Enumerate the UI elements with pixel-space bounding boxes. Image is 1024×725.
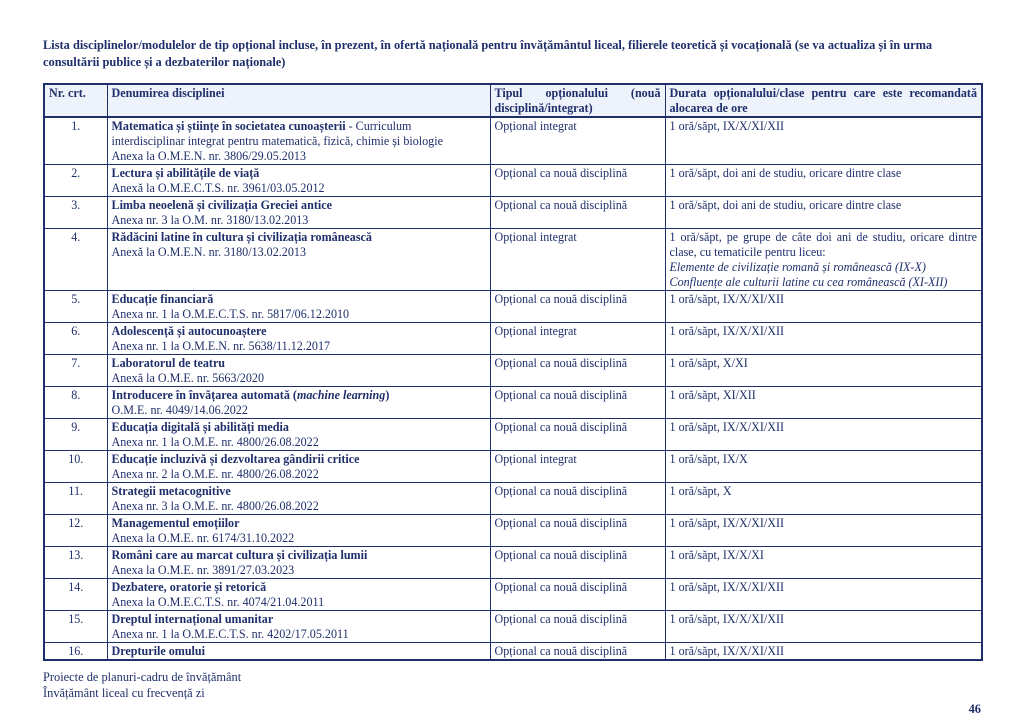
row-type: Opțional ca nouă disciplină: [490, 483, 665, 515]
table-row: [44, 291, 982, 323]
discipline-name: Drepturile omului: [111, 644, 206, 658]
table-row: [44, 355, 982, 387]
table-header-row: [44, 84, 982, 117]
table-row: [44, 483, 982, 515]
row-duration: 1 oră/săpt, doi ani de studiu, oricare dintre clase: [665, 165, 982, 197]
discipline-name: Dezbatere, oratorie și retorică: [111, 580, 267, 594]
row-duration: 1 oră/săpt, IX/X/XI/XII: [665, 579, 982, 611]
row-nr: 7.: [44, 355, 107, 387]
row-duration: 1 oră/săpt, X: [665, 483, 982, 515]
row-nr: 10.: [44, 451, 107, 483]
discipline-reference: Anexa la O.M.E. nr. 6174/31.10.2022: [111, 531, 295, 545]
row-nr: 2.: [44, 165, 107, 197]
row-discipline: [107, 197, 490, 229]
row-discipline: [107, 483, 490, 515]
row-discipline: [107, 355, 490, 387]
row-type: Opțional ca nouă disciplină: [490, 515, 665, 547]
discipline-name: Adolescență și autocunoaștere: [111, 324, 267, 338]
duration-topic-2: Confluențe ale culturii latine cu cea românească (XI-XII): [669, 275, 948, 289]
row-duration: 1 oră/săpt, IX/X/XI/XII: [665, 611, 982, 643]
table-row: [44, 387, 982, 419]
table-row: [44, 323, 982, 355]
row-nr: 1.: [44, 117, 107, 165]
row-type: Opțional ca nouă disciplină: [490, 643, 665, 661]
row-type: Opțional integrat: [490, 323, 665, 355]
row-type: Opțional integrat: [490, 117, 665, 165]
discipline-reference: O.M.E. nr. 4049/14.06.2022: [111, 403, 248, 417]
discipline-reference: Anexa la O.M.E. nr. 3891/27.03.2023: [111, 563, 295, 577]
row-nr: 16.: [44, 643, 107, 661]
row-discipline: [107, 117, 490, 165]
discipline-reference: Anexă la O.M.E. nr. 5663/2020: [111, 371, 264, 385]
row-type: Opțional integrat: [490, 451, 665, 483]
row-duration: 1 oră/săpt, IX/X/XI/XII: [665, 515, 982, 547]
table-row: [44, 579, 982, 611]
discipline-name: Managementul emoțiilor: [111, 516, 240, 530]
row-nr: 12.: [44, 515, 107, 547]
row-duration: 1 oră/săpt, IX/X/XI/XII: [665, 291, 982, 323]
row-type: Opțional ca nouă disciplină: [490, 197, 665, 229]
row-discipline: [107, 387, 490, 419]
row-discipline: [107, 291, 490, 323]
row-type: Opțional ca nouă disciplină: [490, 165, 665, 197]
discipline-name: Educația digitală și abilități media: [111, 420, 289, 434]
optional-disciplines-table: [43, 83, 983, 661]
discipline-name-italic: machine learning: [296, 388, 386, 402]
row-discipline: [107, 547, 490, 579]
duration-topic-1: Elemente de civilizație romană și românească (IX-X): [669, 260, 926, 274]
page-title: Lista disciplinelor/modulelor de tip opțional incluse, în prezent, în ofertă națională pentru învățământul liceal, filierele teoretică și vocațională (se va actualiza și în urma consultării publice și a dezbaterilor naționale): [43, 38, 933, 69]
row-duration: 1 oră/săpt, IX/X/XI/XII: [665, 323, 982, 355]
header-name: Denumirea disciplinei: [107, 84, 490, 117]
discipline-name: Dreptul internațional umanitar: [111, 612, 274, 626]
row-nr: 11.: [44, 483, 107, 515]
row-duration: 1 oră/săpt, IX/X/XI/XII: [665, 643, 982, 661]
row-duration: 1 oră/săpt, X/XI: [665, 355, 982, 387]
table-row: [44, 611, 982, 643]
table-row: [44, 117, 982, 165]
row-discipline: [107, 229, 490, 291]
table-row: [44, 643, 982, 661]
discipline-reference: Anexa nr. 2 la O.M.E. nr. 4800/26.08.2022: [111, 467, 319, 481]
table-row: [44, 451, 982, 483]
row-nr: 15.: [44, 611, 107, 643]
row-type: Opțional ca nouă disciplină: [490, 547, 665, 579]
discipline-reference: Anexa nr. 1 la O.M.E.C.T.S. nr. 5817/06.12.2010: [111, 307, 350, 321]
row-duration: 1 oră/săpt, IX/X/XI/XII: [665, 419, 982, 451]
row-nr: 4.: [44, 229, 107, 291]
duration-text: 1 oră/săpt, pe grupe de câte doi ani de studiu, oricare dintre clase, cu tematicile pentru liceu:: [669, 230, 977, 259]
discipline-name-start: Introducere în învățarea automată (: [111, 388, 297, 402]
footer-line-1: Proiecte de planuri-cadru de învățământ: [43, 670, 242, 684]
discipline-name: [112, 388, 486, 403]
footer-line-2: Învățământ liceal cu frecvență zi: [43, 686, 205, 700]
row-type: Opțional ca nouă disciplină: [490, 387, 665, 419]
discipline-name-rest: - Curriculum interdisciplinar integrat pentru matematică, fizică, chimie și biologie: [111, 119, 443, 148]
discipline-name: Români care au marcat cultura și civilizația lumii: [111, 548, 368, 562]
row-discipline: [107, 451, 490, 483]
row-discipline: [107, 579, 490, 611]
row-discipline: [107, 323, 490, 355]
discipline-name: Rădăcini latine în cultura și civilizația românească: [111, 230, 372, 244]
table-row: [44, 515, 982, 547]
row-duration: 1 oră/săpt, IX/X/XI/XII: [665, 117, 982, 165]
discipline-reference: Anexa nr. 3 la O.M. nr. 3180/13.02.2013: [111, 213, 309, 227]
table-row: [44, 547, 982, 579]
row-nr: 6.: [44, 323, 107, 355]
discipline-name: Educație incluzivă și dezvoltarea gândirii critice: [111, 452, 360, 466]
header-type: Tipul opționalului (nouă disciplină/integrat): [490, 84, 665, 117]
discipline-reference: Anexa la O.M.E.N. nr. 3806/29.05.2013: [111, 149, 306, 163]
row-discipline: [107, 165, 490, 197]
row-type: Opțional ca nouă disciplină: [490, 355, 665, 387]
discipline-name: Educație financiară: [111, 292, 214, 306]
discipline-reference: Anexa nr. 1 la O.M.E. nr. 4800/26.08.2022: [111, 435, 319, 449]
row-nr: 5.: [44, 291, 107, 323]
row-nr: 8.: [44, 387, 107, 419]
row-nr: 14.: [44, 579, 107, 611]
row-nr: 13.: [44, 547, 107, 579]
discipline-name: Strategii metacognitive: [111, 484, 231, 498]
discipline-reference: Anexă la O.M.E.N. nr. 3180/13.02.2013: [111, 245, 306, 259]
row-discipline: [107, 419, 490, 451]
page-number: 46: [968, 702, 981, 716]
row-discipline: [107, 611, 490, 643]
row-duration: [665, 229, 982, 291]
row-nr: 3.: [44, 197, 107, 229]
row-duration: 1 oră/săpt, IX/X/XI: [665, 547, 982, 579]
row-type: Opțional ca nouă disciplină: [490, 291, 665, 323]
row-duration: 1 oră/săpt, doi ani de studiu, oricare dintre clase: [665, 197, 982, 229]
row-discipline: [107, 515, 490, 547]
discipline-reference: Anexa nr. 1 la O.M.E.C.T.S. nr. 4202/17.05.2011: [111, 627, 349, 641]
table-row: [44, 165, 982, 197]
row-discipline: [107, 643, 490, 661]
header-nr: Nr. crt.: [44, 84, 107, 117]
table-row: [44, 197, 982, 229]
row-nr: 9.: [44, 419, 107, 451]
discipline-name: Limba neoelenă și civilizația Greciei antice: [111, 198, 332, 212]
row-type: Opțional ca nouă disciplină: [490, 579, 665, 611]
discipline-reference: Anexa la O.M.E.C.T.S. nr. 4074/21.04.2011: [111, 595, 325, 609]
table-row: [44, 419, 982, 451]
discipline-name: Laboratorul de teatru: [111, 356, 226, 370]
header-duration: Durata opționalului/clase pentru care este recomandată alocarea de ore: [665, 84, 982, 117]
row-duration: 1 oră/săpt, XI/XII: [665, 387, 982, 419]
discipline-reference: Anexa nr. 3 la O.M.E. nr. 4800/26.08.2022: [111, 499, 319, 513]
discipline-name: Lectura și abilitățile de viață: [111, 166, 260, 180]
discipline-reference: Anexă la O.M.E.C.T.S. nr. 3961/03.05.2012: [111, 181, 325, 195]
discipline-name: Matematica și științe în societatea cunoașterii: [111, 119, 346, 133]
discipline-reference: Anexa nr. 1 la O.M.E.N. nr. 5638/11.12.2017: [111, 339, 331, 353]
discipline-name-end: ): [385, 388, 390, 402]
table-row: [44, 229, 982, 291]
row-type: Opțional ca nouă disciplină: [490, 611, 665, 643]
row-duration: 1 oră/săpt, IX/X: [665, 451, 982, 483]
row-type: Opțional ca nouă disciplină: [490, 419, 665, 451]
row-type: Opțional integrat: [490, 229, 665, 291]
